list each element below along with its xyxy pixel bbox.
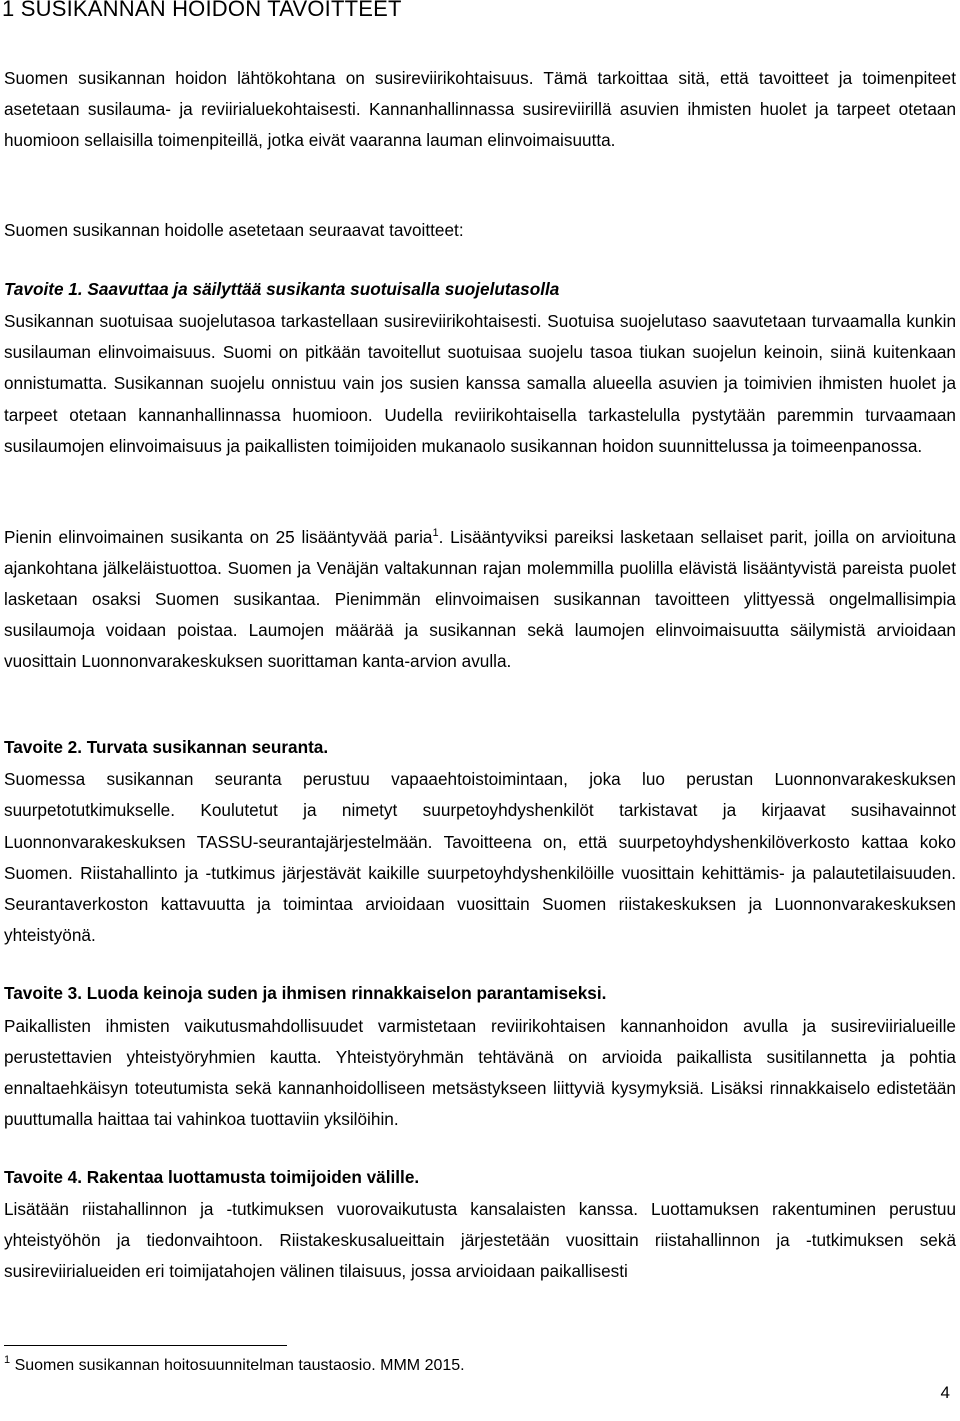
footnote-divider [4, 1345, 287, 1346]
goal-3-title: Tavoite 3. Luoda keinoja suden ja ihmisen rinnakkaiselon parantamiseksi. [4, 983, 607, 1003]
goal-1-population-text-end: . Lisääntyviksi pareiksi lasketaan sellaiset parit, joilla on arvioituna ajankohtana jälkeläistuottoa. Suomen ja Venäjän valtakunnan rajan molemmilla puolilla elävistä lisääntyvistä pareista puolet lasketaan osaksi Suomen susikantaa. Pienimmän elinvoimaisen susikannan tavoitteen ylittyessä ongelmallisimpia susilaumoja voidaan poistaa. Laumojen määrää ja susikannan sekä laumojen elinvoimaisuutta säilymistä arvioidaan vuosittain Luonnonvarakeskuksen suorittaman kanta-arvion avulla. [4, 527, 956, 672]
footnote-marker: 1 [4, 1354, 11, 1366]
goal-1-paragraph: Susikannan suotuisaa suojelutasoa tarkastellaan susireviirikohtaisesti. Suotuisa suojelutaso saavutetaan turvaamalla kunkin susilauman elinvoimaisuus. Suomi on pitkään tavoitellut suotuisaa suojelu tasoa tiukan suojelun keinoin, siinä kuitenkaan onnistumatta. Susikannan suojelu onnistuu vain jos susien kanssa samalla alueella asuvien ja toimivien ihmisten huolet ja tarpeet otetaan kannanhallinnassa huomioon. Uudella reviirikohtaisella tarkastelulla pystytään paremmin turvaamaan susilaumojen elinvoimaisuus ja paikallisten toimijoiden mukanaolo susikannan hoidon suunnittelussa ja toimeenpanossa. [4, 311, 956, 456]
footnote [4, 1354, 465, 1375]
goal-4-title: Tavoite 4. Rakentaa luottamusta toimijoiden välille. [4, 1167, 420, 1187]
page-number: 4 [940, 1383, 950, 1402]
goal-4-paragraph: Lisätään riistahallinnon ja -tutkimuksen vuorovaikutusta kansalaisten kanssa. Luottamuksen rakentuminen perustuu yhteistyöhön ja tiedonvaihtoon. Riistakeskusalueittain järjestetään vuosittain riistahallinnon ja -tutkimuksen sekä susireviirialueiden eri toimijatahojen välinen tilaisuus, jossa arvioidaan paikallisesti [4, 1199, 956, 1282]
goal-1-title: Tavoite 1. Saavuttaa ja säilyttää susikanta suotuisalla suojelutasolla [4, 279, 560, 299]
footnote-text: Suomen susikannan hoitosuunnitelman taustaosio. MMM 2015. [10, 1357, 465, 1374]
footnote-reference: 1 [432, 527, 439, 539]
goal-2-paragraph: Suomessa susikannan seuranta perustuu vapaaehtoistoimintaan, joka luo perustan Luonnonvarakeskuksen suurpetotutkimukselle. Koulutetut ja nimetyt suurpetoyhdyshenkilöt tarkistavat ja kirjaavat susihavainnot Luonnonvarakeskuksen TASSU-seurantajärjestelmään. Tavoitteena on, että suurpetoyhdyshenkilöverkosto kattaa koko Suomen. Riistahallinto ja -tutkimus järjestävät kaikille suurpetoyhdyshenkilöille vuosittain kehittämis- ja palautetilaisuuden. Seurantaverkoston kattavuutta ja toimintaa arvioidaan vuosittain Suomen riistakeskuksen ja Luonnonvarakeskuksen yhteistyönä. [4, 769, 956, 946]
goal-3-paragraph: Paikallisten ihmisten vaikutusmahdollisuudet varmistetaan reviirikohtaisen kannanhoidon avulla ja susireviirialueille perustettavien yhteistyöryhmien kautta. Yhteistyöryhmän tehtävänä on arvioida paikallista susitilannetta ja pohtia ennaltaehkäisyn toteutumista sekä kannanhoidolliseen metsästykseen liittyviä kysymyksiä. Lisäksi rinnakkaiselo edistetään puuttumalla haittaa tai vahinkoa tuottaviin yksilöihin. [4, 1016, 956, 1129]
goals-lead-paragraph: Suomen susikannan hoidolle asetetaan seuraavat tavoitteet: [4, 220, 464, 240]
goal-1-population-text-start: Pienin elinvoimainen susikanta on 25 lisääntyvää paria [4, 527, 433, 547]
goal-1-population-paragraph [4, 522, 956, 677]
goal-2-title: Tavoite 2. Turvata susikannan seuranta. [4, 737, 329, 757]
section-heading: 1 SUSIKANNAN HOIDON TAVOITTEET [2, 0, 402, 21]
intro-paragraph: Suomen susikannan hoidon lähtökohtana on susireviirikohtaisuus. Tämä tarkoittaa sitä, että tavoitteet ja toimenpiteet asetetaan susilauma- ja reviirialuekohtaisesti. Kannanhallinnassa susireviirillä asuvien ihmisten huolet ja tarpeet otetaan huomioon sellaisilla toimenpiteillä, jotka eivät vaaranna lauman elinvoimaisuutta. [4, 68, 956, 150]
